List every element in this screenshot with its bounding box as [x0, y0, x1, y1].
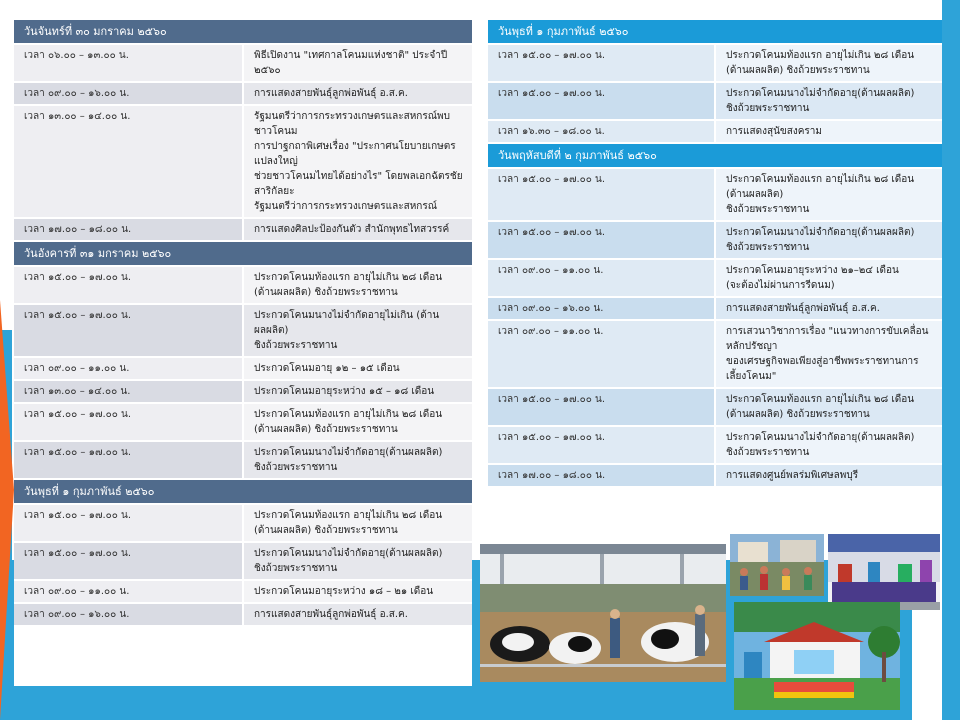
schedule-description [243, 266, 472, 304]
schedule-description [715, 259, 942, 297]
schedule-description [243, 357, 472, 380]
description-line: ประกวดโคนมนางไม่จำกัดอายุ(ด้านผลผลิต) [726, 432, 915, 443]
description-line: ประกวดโคนมท้องแรก อายุไม่เกิน ๒๘ เดือน [254, 510, 443, 521]
description-line: การปาฐกถาพิเศษเรื่อง "ประกาศนโยบายเกษตรแปลงใหญ่ [254, 141, 456, 167]
schedule-description [243, 82, 472, 105]
description-line: ประกวดโคนมท้องแรก อายุไม่เกิน ๒๘ เดือน [726, 394, 915, 405]
description-line: การแสดงศิลปะป้องกันตัว สำนักพุทธไทสวรรค์ [254, 224, 450, 235]
description-line: ประกวดโคนมนางไม่จำกัดอายุไม่เกิน (ด้านผลผลิต) [254, 310, 440, 336]
schedule-row [14, 357, 472, 380]
day-header: วันพุธที่ ๑ กุมภาพันธ์ ๒๕๖๐ [14, 479, 472, 504]
schedule-row [488, 259, 942, 297]
schedule-row [488, 297, 942, 320]
description-line: ประกวดโคนมท้องแรก อายุไม่เกิน ๒๘ เดือน (ด้านผลผลิต) [726, 174, 915, 200]
schedule-time: เวลา ๑๕.๐๐ – ๑๗.๐๐ น. [14, 304, 243, 357]
schedule-time: เวลา ๑๕.๐๐ – ๑๗.๐๐ น. [14, 441, 243, 479]
schedule-description [243, 218, 472, 241]
description-line: ประกวดโคนมอายุ ๑๒ – ๑๕ เดือน [254, 363, 400, 374]
schedule-time: เวลา ๐๙.๐๐ – ๑๑.๐๐ น. [488, 320, 715, 388]
schedule-time: เวลา ๑๓.๐๐ – ๑๔.๐๐ น. [14, 105, 243, 218]
schedule-left-panel [14, 20, 472, 686]
schedule-time: เวลา ๑๕.๐๐ – ๑๗.๐๐ น. [488, 44, 715, 82]
schedule-table-left [14, 20, 472, 627]
schedule-row [14, 44, 472, 82]
schedule-time: เวลา ๑๕.๐๐ – ๑๗.๐๐ น. [14, 504, 243, 542]
description-line: ประกวดโคนมนางไม่จำกัดอายุ(ด้านผลผลิต) [254, 548, 443, 559]
schedule-time: เวลา ๐๙.๐๐ – ๑๖.๐๐ น. [14, 603, 243, 626]
description-line: ช่วยชาวโคนมไทยได้อย่างไร" โดยพลเอกฉัตรชัย สาริกัลยะ [254, 171, 463, 197]
schedule-description [243, 542, 472, 580]
photo-fair-crowd [730, 534, 824, 596]
description-line: (ด้านผลผลิต) ชิงถ้วยพระราชทาน [726, 65, 870, 76]
right-day2-header-row [488, 143, 942, 168]
schedule-description [715, 82, 942, 120]
left-day2-header-row [14, 241, 472, 266]
schedule-description [243, 504, 472, 542]
schedule-description [243, 44, 472, 82]
schedule-row [14, 380, 472, 403]
schedule-right-panel [488, 20, 942, 524]
schedule-row [14, 441, 472, 479]
description-line: ประกวดโคนมท้องแรก อายุไม่เกิน ๒๘ เดือน [726, 50, 915, 61]
schedule-row [14, 403, 472, 441]
schedule-row [14, 304, 472, 357]
schedule-time: เวลา ๑๓.๐๐ – ๑๔.๐๐ น. [14, 380, 243, 403]
schedule-time: เวลา ๐๖.๐๐ – ๑๓.๐๐ น. [14, 44, 243, 82]
description-line: การแสดงศูนย์พลร่มพิเศษลพบุรี [726, 470, 859, 481]
schedule-description [715, 388, 942, 426]
description-line: (ด้านผลผลิต) ชิงถ้วยพระราชทาน [726, 409, 870, 420]
description-line: ชิงถ้วยพระราชทาน [254, 563, 338, 574]
schedule-description [243, 441, 472, 479]
schedule-row [14, 266, 472, 304]
schedule-row [488, 221, 942, 259]
description-line: (ด้านผลผลิต) ชิงถ้วยพระราชทาน [254, 287, 398, 298]
schedule-description [243, 580, 472, 603]
schedule-time: เวลา ๐๙.๐๐ – ๑๑.๐๐ น. [488, 259, 715, 297]
schedule-table-right [488, 20, 942, 488]
description-line: ของเศรษฐกิจพอเพียงสู่อาชีพพระราชทานการเลี้ยงโคนม" [726, 356, 919, 382]
day-header: วันพฤหัสบดีที่ ๒ กุมภาพันธ์ ๒๕๖๐ [488, 143, 942, 168]
description-line: ประกวดโคนมนางไม่จำกัดอายุ(ด้านผลผลิต) [726, 227, 915, 238]
description-line: ประกวดโคนมท้องแรก อายุไม่เกิน ๒๘ เดือน [254, 272, 443, 283]
schedule-time: เวลา ๑๗.๐๐ – ๑๘.๐๐ น. [488, 464, 715, 487]
schedule-time: เวลา ๑๕.๐๐ – ๑๗.๐๐ น. [14, 542, 243, 580]
schedule-description [243, 380, 472, 403]
schedule-description [243, 105, 472, 218]
schedule-row [14, 82, 472, 105]
day-header: วันอังคารที่ ๓๑ มกราคม ๒๕๖๐ [14, 241, 472, 266]
photo-exhibition-booth [828, 534, 940, 610]
description-line: การเสวนาวิชาการเรื่อง "แนวทางการขับเคลื่อนหลักปรัชญา [726, 326, 929, 352]
schedule-time: เวลา ๑๕.๐๐ – ๑๗.๐๐ น. [488, 388, 715, 426]
schedule-time: เวลา ๐๙.๐๐ – ๑๑.๐๐ น. [14, 357, 243, 380]
left-day3-header-row [14, 479, 472, 504]
schedule-description [715, 426, 942, 464]
schedule-row [488, 82, 942, 120]
schedule-time: เวลา ๑๕.๐๐ – ๑๗.๐๐ น. [14, 403, 243, 441]
description-line: ประกวดโคนมนางไม่จำกัดอายุ(ด้านผลผลิต) [726, 88, 915, 99]
description-line: การแสดงสายพันธุ์ลูกพ่อพันธุ์ อ.ส.ค. [254, 609, 408, 620]
schedule-description [715, 44, 942, 82]
schedule-time: เวลา ๑๕.๐๐ – ๑๗.๐๐ น. [488, 221, 715, 259]
schedule-description [715, 168, 942, 221]
description-line: การแสดงสายพันธุ์ลูกพ่อพันธุ์ อ.ส.ค. [726, 303, 880, 314]
description-line: ชิงถ้วยพระราชทาน [726, 447, 810, 458]
schedule-time: เวลา ๐๙.๐๐ – ๑๖.๐๐ น. [14, 82, 243, 105]
schedule-row [488, 388, 942, 426]
description-line: (ด้านผลผลิต) ชิงถ้วยพระราชทาน [254, 525, 398, 536]
day-header: วันพุธที่ ๑ กุมภาพันธ์ ๒๕๖๐ [488, 20, 942, 44]
schedule-row [488, 320, 942, 388]
description-line: รัฐมนตรีว่าการกระทรวงเกษตรและสหกรณ์ [254, 201, 437, 212]
schedule-row [14, 218, 472, 241]
schedule-row [488, 426, 942, 464]
schedule-row [14, 105, 472, 218]
description-line: การแสดงสายพันธุ์ลูกพ่อพันธุ์ อ.ส.ค. [254, 88, 408, 99]
description-line: ชิงถ้วยพระราชทาน [726, 103, 810, 114]
schedule-row [488, 464, 942, 487]
description-line: ชิงถ้วยพระราชทาน [254, 340, 338, 351]
description-line: ชิงถ้วยพระราชทาน [726, 242, 810, 253]
description-line: ชิงถ้วยพระราชทาน [726, 204, 810, 215]
description-line: พิธีเปิดงาน "เทศกาลโคนมแห่งชาติ" ประจำปี ๒๕๖๐ [254, 50, 448, 76]
schedule-description [243, 403, 472, 441]
schedule-row [14, 542, 472, 580]
schedule-description [715, 120, 942, 143]
schedule-time: เวลา ๐๙.๐๐ – ๑๑.๐๐ น. [14, 580, 243, 603]
description-line: ประกวดโคนมนางไม่จำกัดอายุ(ด้านผลผลิต) [254, 447, 443, 458]
schedule-description [243, 304, 472, 357]
description-line: ประกวดโคนมอายุระหว่าง ๒๑–๒๔ เดือน [726, 265, 899, 276]
day-header: วันจันทร์ที่ ๓๐ มกราคม ๒๕๖๐ [14, 20, 472, 44]
photo-cow-statue-garden [734, 602, 900, 710]
schedule-row [488, 44, 942, 82]
schedule-time: เวลา ๐๙.๐๐ – ๑๖.๐๐ น. [488, 297, 715, 320]
right-day1-header-row [488, 20, 942, 44]
description-line: (จะต้องไม่ผ่านการรีดนม) [726, 280, 835, 291]
schedule-row [488, 120, 942, 143]
description-line: ประกวดโคนมอายุระหว่าง ๑๕ – ๑๘ เดือน [254, 386, 435, 397]
schedule-description [715, 320, 942, 388]
left-orange-triangle [0, 300, 14, 720]
description-line: ประกวดโคนมท้องแรก อายุไม่เกิน ๒๘ เดือน [254, 409, 443, 420]
photo-cattle-show [480, 544, 726, 682]
schedule-time: เวลา ๑๕.๐๐ – ๑๗.๐๐ น. [488, 426, 715, 464]
schedule-description [243, 603, 472, 626]
schedule-row [14, 580, 472, 603]
schedule-row [488, 168, 942, 221]
schedule-description [715, 464, 942, 487]
schedule-time: เวลา ๑๗.๐๐ – ๑๘.๐๐ น. [14, 218, 243, 241]
description-line: การแสดงสุนัขสงคราม [726, 126, 822, 137]
schedule-description [715, 297, 942, 320]
schedule-row [14, 504, 472, 542]
schedule-time: เวลา ๑๕.๐๐ – ๑๗.๐๐ น. [488, 168, 715, 221]
description-line: ชิงถ้วยพระราชทาน [254, 462, 338, 473]
schedule-row [14, 603, 472, 626]
schedule-time: เวลา ๑๖.๓๐ – ๑๘.๐๐ น. [488, 120, 715, 143]
schedule-time: เวลา ๑๕.๐๐ – ๑๗.๐๐ น. [488, 82, 715, 120]
left-day1-header-row [14, 20, 472, 44]
schedule-time: เวลา ๑๕.๐๐ – ๑๗.๐๐ น. [14, 266, 243, 304]
description-line: รัฐมนตรีว่าการกระทรวงเกษตรและสหกรณ์พบชาวโคนม [254, 111, 450, 137]
description-line: ประกวดโคนมอายุระหว่าง ๑๘ – ๒๑ เดือน [254, 586, 434, 597]
description-line: (ด้านผลผลิต) ชิงถ้วยพระราชทาน [254, 424, 398, 435]
schedule-description [715, 221, 942, 259]
